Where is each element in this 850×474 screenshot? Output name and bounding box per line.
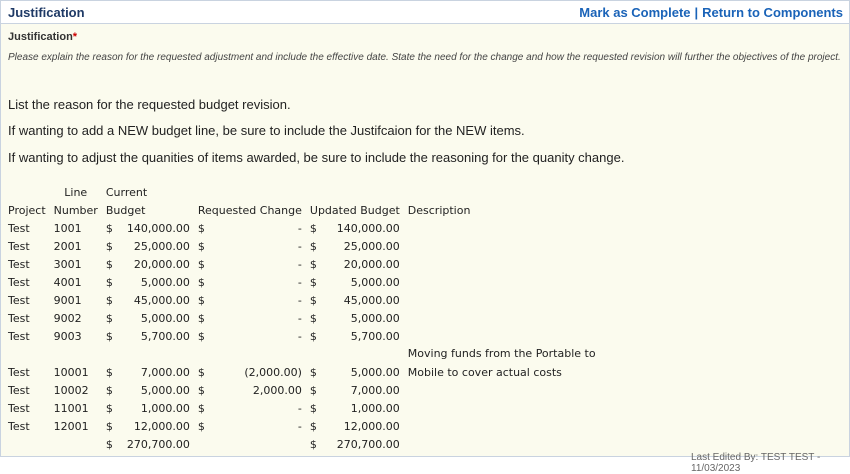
header-actions [579,5,843,20]
current-budget-cell-wrap [106,366,190,379]
budget-table [4,181,596,451]
updated-budget-cell-value: 5,700.00 [350,330,400,343]
requested-change-value: - [297,222,302,235]
requested-change-cell [194,217,306,235]
requested-change-wrap [198,312,302,325]
updated-budget-cell [306,325,404,343]
updated-budget-cell-wrap [310,312,400,325]
current-budget-cell [102,415,194,433]
description-cell [404,325,566,343]
updated-budget-cell [306,217,404,235]
total-updated-cell [306,433,404,451]
requested-change-value: - [297,294,302,307]
table-row [4,253,566,271]
currency-sign: $ [197,294,205,307]
updated-budget-cell-value: 5,000.00 [350,366,400,379]
requested-change-wrap [198,258,302,271]
updated-budget-cell-wrap [310,366,400,379]
updated-budget-cell-wrap [310,240,400,253]
currency-sign: $ [309,258,317,271]
table-row [4,343,566,379]
current-budget-cell-value: 140,000.00 [126,222,190,235]
updated-budget-cell [306,415,404,433]
updated-budget-cell-wrap [310,330,400,343]
requested-change-wrap [198,294,302,307]
current-budget-cell [102,343,194,379]
currency-sign: $ [309,312,317,325]
line-number-cell: 12001 [53,420,89,433]
header-updated: Updated Budget [309,204,400,217]
currency-sign: $ [105,222,113,235]
current-budget-cell [102,217,194,235]
link-separator: | [694,5,699,20]
requested-change-cell [194,397,306,415]
panel-title: Justification [8,5,85,20]
currency-sign: $ [309,402,317,415]
requested-change-value: - [297,240,302,253]
line-number-cell: 10001 [53,366,89,379]
requested-change-value: 2,000.00 [252,384,302,397]
current-budget-cell-wrap [106,384,190,397]
project-cell: Test [8,366,30,379]
last-edited-text: Last Edited By: TEST TEST - 11/03/2023 [691,452,821,474]
requested-change-wrap [198,276,302,289]
updated-budget-cell-wrap [310,276,400,289]
requested-change-value: (2,000.00) [244,366,302,379]
currency-sign: $ [197,222,205,235]
currency-sign: $ [105,366,113,379]
description-cell [404,289,566,307]
current-budget-cell-wrap [106,258,190,271]
current-budget-cell-wrap [106,294,190,307]
currency-sign: $ [105,438,113,451]
updated-budget-cell-value: 45,000.00 [343,294,400,307]
panel-header [1,1,849,24]
requested-change-cell [194,325,306,343]
currency-sign: $ [105,276,113,289]
field-label [8,31,77,43]
line-number-cell: 1001 [53,222,82,235]
project-cell: Test [8,240,30,253]
requested-change-cell [194,379,306,397]
currency-sign: $ [197,276,205,289]
updated-budget-cell-wrap [310,258,400,271]
header-cell [404,181,566,199]
header-current-top: Current [105,186,148,199]
header-cell [194,181,306,199]
currency-sign: $ [197,312,205,325]
description-cell [404,217,566,235]
project-cell: Test [8,294,30,307]
field-label-text: Justification [8,31,73,43]
requested-change-cell [194,343,306,379]
currency-sign: $ [197,330,205,343]
table-row [4,271,566,289]
table-row [4,325,566,343]
currency-sign: $ [197,384,205,397]
currency-sign: $ [309,366,317,379]
table-row [4,235,566,253]
table-row [4,397,566,415]
totals-row [4,433,566,451]
table-row [4,379,566,397]
current-budget-cell-wrap [106,222,190,235]
current-budget-cell-value: 20,000.00 [133,258,190,271]
updated-budget-cell-value: 12,000.00 [343,420,400,433]
requested-change-cell [194,289,306,307]
currency-sign: $ [309,294,317,307]
line-number-cell: 10002 [53,384,89,397]
current-budget-cell [102,307,194,325]
currency-sign: $ [309,240,317,253]
line-number-cell: 9002 [53,312,82,325]
project-cell: Test [8,222,30,235]
updated-budget-cell [306,235,404,253]
project-cell: Test [8,384,30,397]
header-requested: Requested Change [197,204,302,217]
updated-budget-cell [306,307,404,325]
updated-budget-cell-value: 140,000.00 [336,222,400,235]
requested-change-wrap [198,420,302,433]
header-row-1 [4,181,566,199]
required-marker: * [72,31,78,43]
body-line-3: If wanting to adjust the quanities of items awarded, be sure to include the reasoning for the quanity change. [8,150,625,165]
mark-complete-link[interactable]: Mark as Complete [579,5,691,20]
updated-budget-cell-value: 25,000.00 [343,240,400,253]
requested-change-value: - [297,330,302,343]
requested-change-wrap [198,366,302,379]
total-updated-cell-wrap [310,438,400,451]
currency-sign: $ [309,276,317,289]
description-cell [404,253,566,271]
currency-sign: $ [197,420,205,433]
requested-change-wrap [198,240,302,253]
project-cell: Test [8,330,30,343]
return-to-components-link[interactable]: Return to Components [702,5,843,20]
currency-sign: $ [309,420,317,433]
requested-change-value: - [297,420,302,433]
totals-empty [4,433,50,451]
updated-budget-cell-wrap [310,420,400,433]
current-budget-cell-wrap [106,402,190,415]
requested-change-wrap [198,222,302,235]
requested-change-cell [194,271,306,289]
line-number-cell: 3001 [53,258,82,271]
updated-budget-cell [306,271,404,289]
total-current-cell [102,433,194,451]
table-row [4,415,566,433]
updated-budget-cell [306,379,404,397]
line-number-cell: 2001 [53,240,82,253]
updated-budget-cell-wrap [310,402,400,415]
description-cell [404,235,566,253]
description-cell [404,415,566,433]
currency-sign: $ [105,312,113,325]
header-cell [306,181,404,199]
current-budget-cell [102,397,194,415]
currency-sign: $ [197,402,205,415]
current-budget-cell-wrap [106,312,190,325]
updated-budget-cell [306,253,404,271]
current-budget-cell [102,271,194,289]
current-budget-cell [102,253,194,271]
total-current-cell-wrap [106,438,190,451]
current-budget-cell [102,325,194,343]
updated-budget-cell [306,343,404,379]
header-line-bottom: Number [53,204,98,217]
currency-sign: $ [197,240,205,253]
currency-sign: $ [105,402,113,415]
currency-sign: $ [105,240,113,253]
requested-change-wrap [198,402,302,415]
current-budget-cell [102,379,194,397]
current-budget-cell [102,235,194,253]
header-cell [4,181,50,199]
current-budget-cell-wrap [106,330,190,343]
current-budget-cell-value: 45,000.00 [133,294,190,307]
project-cell: Test [8,312,30,325]
header-project: Project [8,204,46,217]
currency-sign: $ [105,258,113,271]
line-number-cell: 11001 [53,402,89,415]
current-budget-cell-value: 5,000.00 [140,276,190,289]
currency-sign: $ [309,384,317,397]
current-budget-cell-wrap [106,420,190,433]
totals-empty [50,433,102,451]
current-budget-cell [102,289,194,307]
project-cell: Test [8,258,30,271]
current-budget-cell-value: 5,700.00 [140,330,190,343]
description-cell [404,343,596,379]
updated-budget-cell-value: 20,000.00 [343,258,400,271]
header-current-bottom: Budget [105,204,146,217]
requested-change-cell [194,307,306,325]
body-line-1: List the reason for the requested budget revision. [8,97,291,112]
current-budget-cell-wrap [106,240,190,253]
requested-change-value: - [297,276,302,289]
updated-budget-cell-value: 5,000.00 [350,312,400,325]
description-cell [404,397,566,415]
current-budget-cell-wrap [106,276,190,289]
total-current-cell-value: 270,700.00 [126,438,190,451]
description-cell [404,307,566,325]
currency-sign: $ [197,366,205,379]
updated-budget-cell-wrap [310,294,400,307]
line-number-cell: 4001 [53,276,82,289]
updated-budget-cell-value: 1,000.00 [350,402,400,415]
updated-budget-cell-wrap [310,222,400,235]
project-cell: Test [8,420,30,433]
updated-budget-cell [306,289,404,307]
line-number-cell: 9003 [53,330,82,343]
currency-sign: $ [309,438,317,451]
project-cell: Test [8,276,30,289]
requested-change-cell [194,253,306,271]
total-updated-cell-value: 270,700.00 [336,438,400,451]
current-budget-cell-value: 7,000.00 [140,366,190,379]
header-description: Description [407,204,471,217]
totals-empty [194,433,306,451]
requested-change-wrap [198,384,302,397]
currency-sign: $ [105,294,113,307]
requested-change-value: - [297,402,302,415]
table-row [4,217,566,235]
table-row [4,289,566,307]
updated-budget-cell-value: 7,000.00 [350,384,400,397]
field-instructions: Please explain the reason for the requested adjustment and include the effective date. State the need for the change and how the requested revision will further the objectives of the project. [8,52,841,63]
current-budget-cell-value: 25,000.00 [133,240,190,253]
current-budget-cell-value: 5,000.00 [140,384,190,397]
table-row [4,307,566,325]
updated-budget-cell-wrap [310,384,400,397]
currency-sign: $ [309,330,317,343]
currency-sign: $ [105,330,113,343]
body-line-2: If wanting to add a NEW budget line, be sure to include the Justifcaion for the NEW items. [8,123,525,138]
requested-change-cell [194,415,306,433]
totals-empty [404,433,566,451]
current-budget-cell-value: 1,000.00 [140,402,190,415]
currency-sign: $ [309,222,317,235]
currency-sign: $ [105,384,113,397]
current-budget-cell-value: 12,000.00 [133,420,190,433]
currency-sign: $ [105,420,113,433]
project-cell: Test [8,402,30,415]
requested-change-wrap [198,330,302,343]
description-line-1: Moving funds from the Portable to [407,347,596,360]
current-budget-cell-value: 5,000.00 [140,312,190,325]
requested-change-value: - [297,258,302,271]
header-line-top: Line [64,186,88,199]
requested-change-value: - [297,312,302,325]
updated-budget-cell [306,397,404,415]
line-number-cell: 9001 [53,294,82,307]
requested-change-cell [194,235,306,253]
description-cell [404,379,566,397]
header-row-2 [4,199,566,217]
description-line-2: Mobile to cover actual costs [407,366,562,379]
description-cell [404,271,566,289]
currency-sign: $ [197,258,205,271]
updated-budget-cell-value: 5,000.00 [350,276,400,289]
